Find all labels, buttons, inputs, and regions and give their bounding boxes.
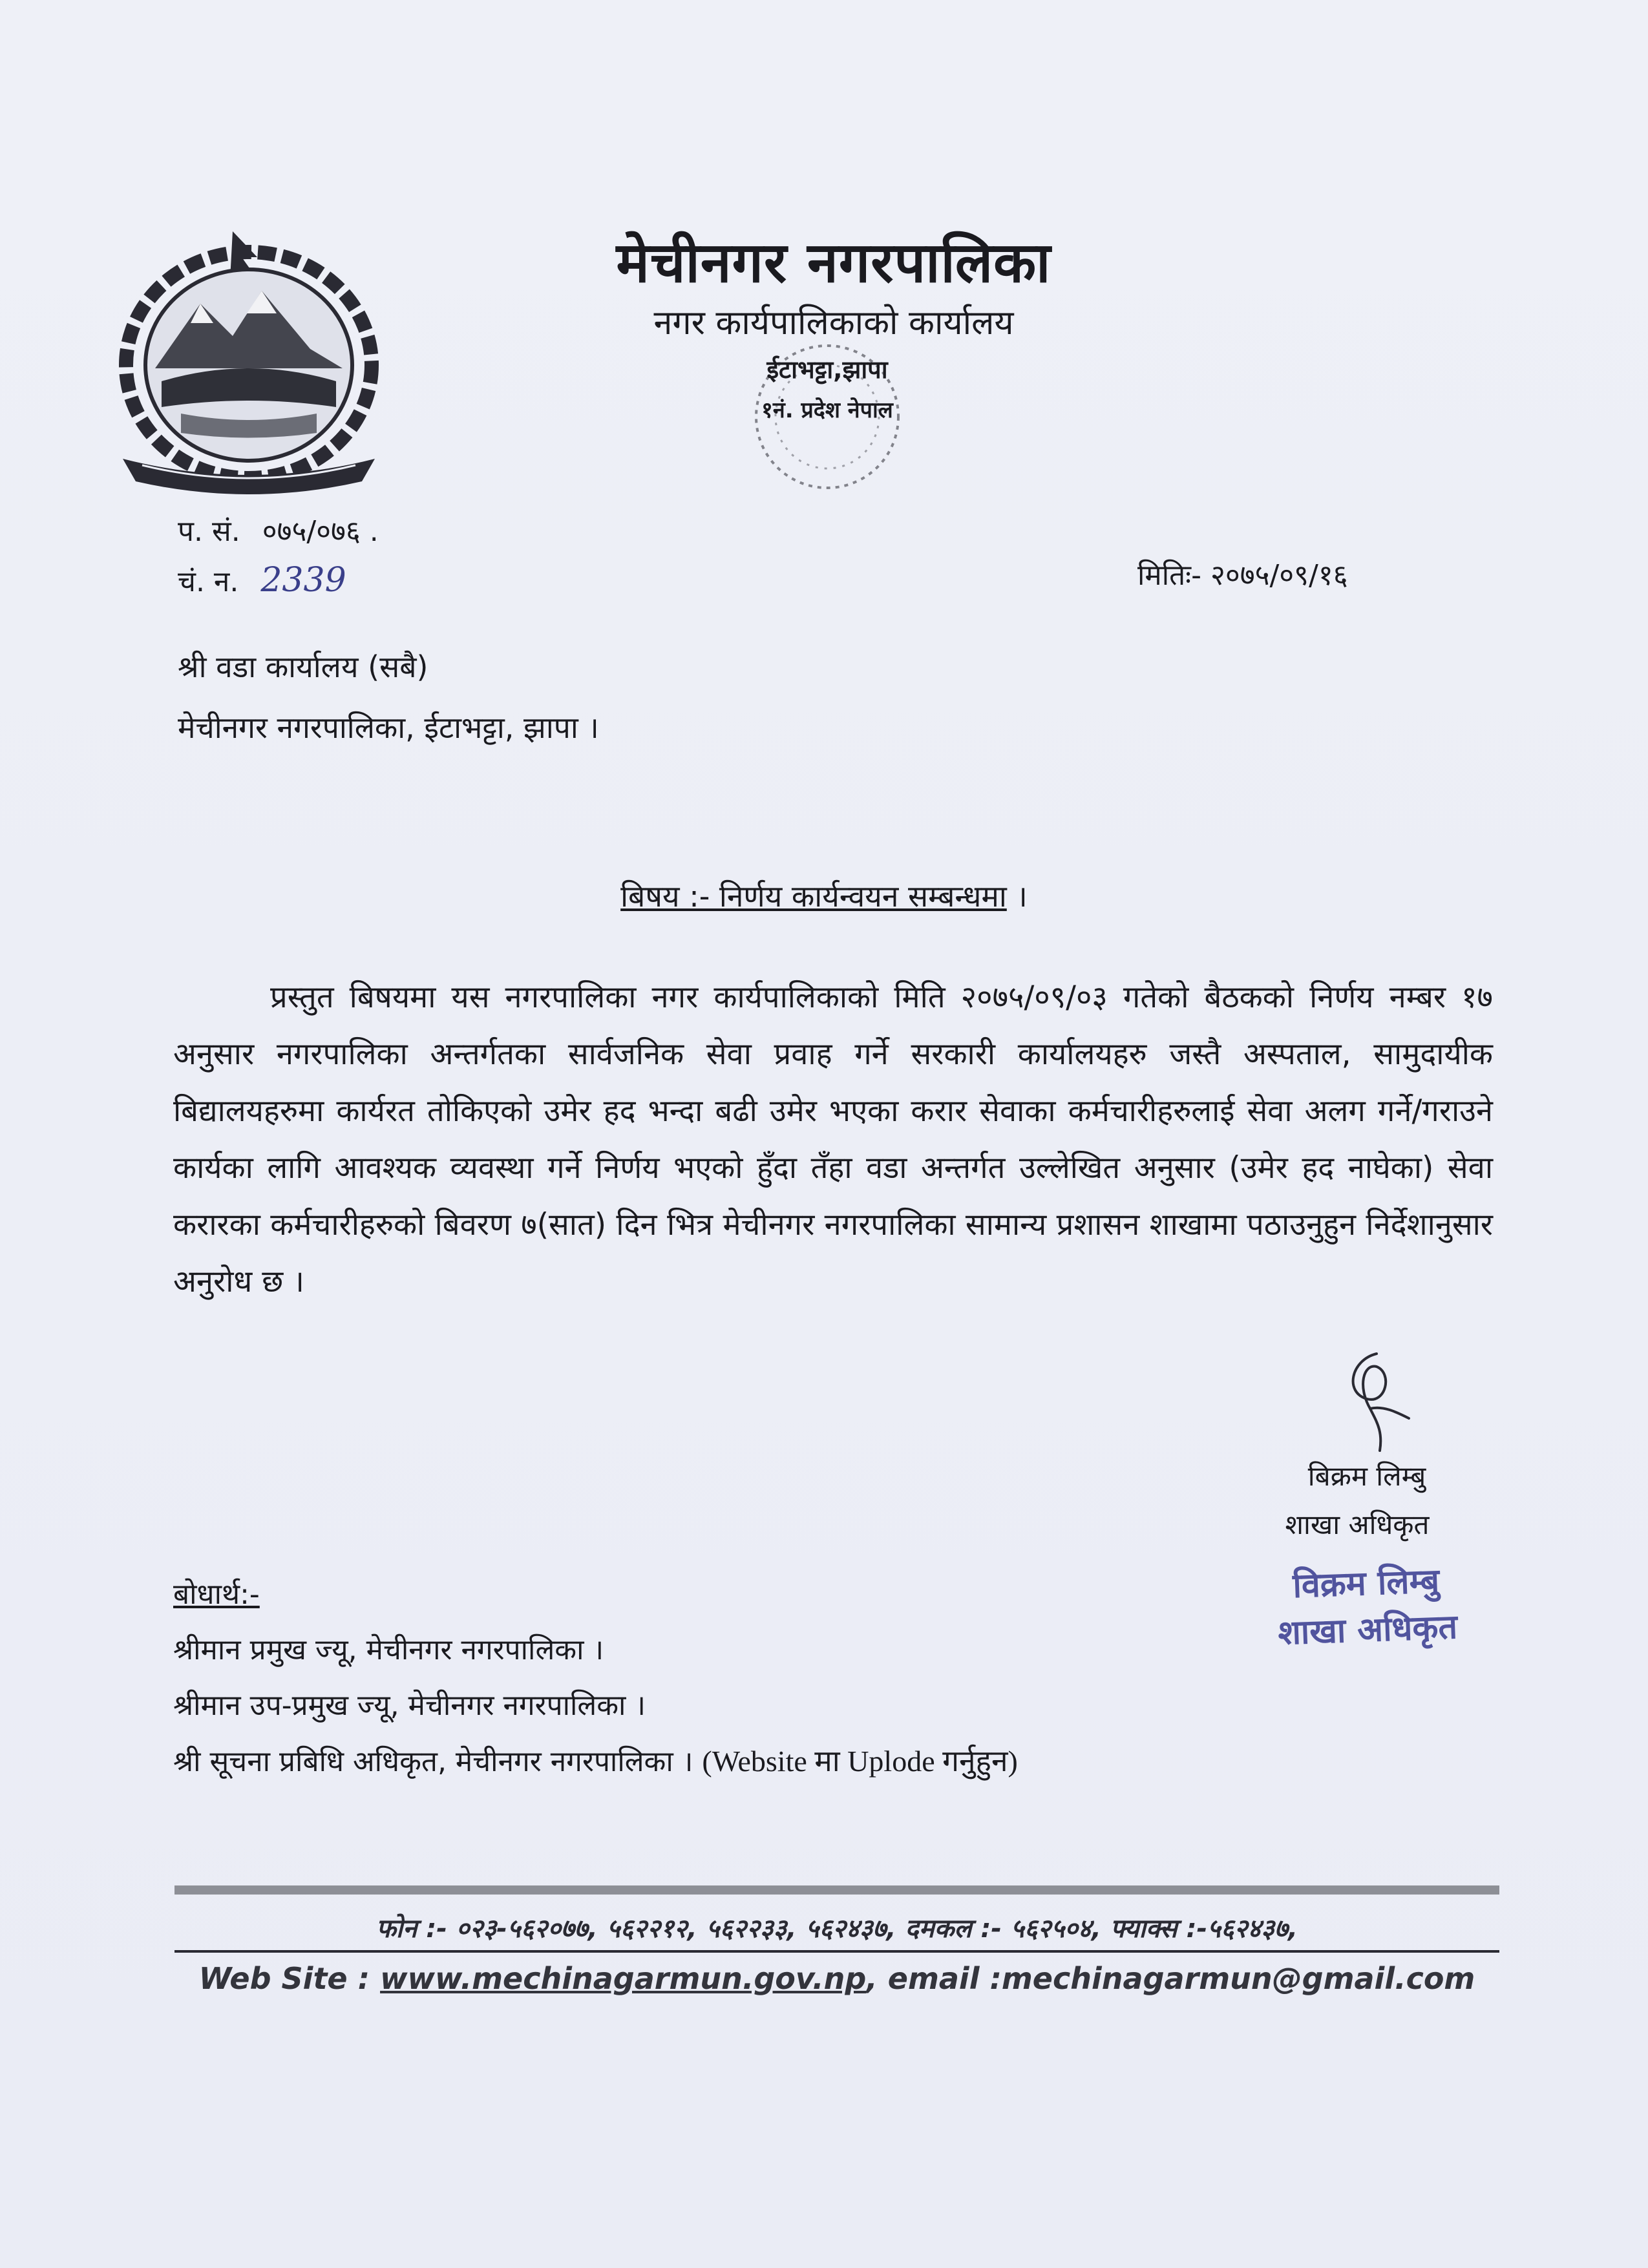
subject-suffix: । [1006,879,1028,914]
signatory-name: बिक्रम लिम्बु [1307,1460,1426,1492]
footer-web-email [174,1961,1499,1996]
ps-value: ०७५/०७६ . [262,515,379,548]
stamp-title: शाखा अधिकृत [1277,1608,1459,1653]
handwritten-signature [1331,1347,1422,1457]
signatory-stamp [1240,1556,1495,1658]
organization-title: मेचीनगर नगरपालिका [616,231,1051,295]
recipient-line-1: श्री वडा कार्यालय (सबै) [178,649,428,684]
organization-subtitle: नगर कार्यपालिकाको कार्यालय [653,304,1014,342]
website-link[interactable]: www.mechinagarmun.gov.np [380,1961,867,1996]
cc-item [173,1734,1018,1790]
cc-block [173,1567,1018,1790]
cn-value: 2339 [260,561,346,600]
cc-heading: बोधार्थ:- [173,1578,260,1611]
reference-ps [178,510,379,549]
stamp-name: विक्रम लिम्बु [1292,1562,1441,1606]
cc-item: श्रीमान उप-प्रमुख ज्यू, मेचीनगर नगरपालिका । [173,1689,646,1722]
date-value: २०७५/०९/१६ [1210,559,1348,592]
cc-item-note: (Website मा Uplode गर्नुहुन) [702,1745,1018,1778]
recipient-block [178,636,599,758]
organization-address: ईटाभट्टा,झापा [766,355,888,384]
email-text: , email :mechinagarmun@gmail.com [866,1961,1475,1996]
reference-cn [178,561,346,600]
cc-item-text: श्री सूचना प्रबिधि अधिकृत, मेचीनगर नगरपालिका । [173,1745,693,1778]
signatory-title: शाखा अधिकृत [1285,1509,1430,1540]
footer-divider-thin [174,1950,1499,1953]
nepal-emblem-icon [103,220,394,504]
cc-item: श्रीमान प्रमुख ज्यू, मेचीनगर नगरपालिका । [173,1633,604,1666]
letter-body: प्रस्तुत बिषयमा यस नगरपालिका नगर कार्यपालिकाको मिति २०७५/०९/०३ गतेको बैठकको निर्णय नम्बर १७ अनुसार नगरपालिका अन्तर्गतका सार्वजनिक सेवा प्रवाह गर्ने सरकारी कार्यालयहरु जस्तै अस्पताल, सामुदायीक बिद्यालयहरुमा कार्यरत तोकिएको उमेर हद भन्दा बढी उमेर भएका करार सेवाका कर्मचारीहरुलाई सेवा अलग गर्ने/गराउने कार्यका लागि आवश्यक व्यवस्था गर्ने निर्णय भएको हुँदा तँहा वडा अन्तर्गत उल्लेखित अनुसार (उमेर हद नाघेका) सेवा करारका कर्मचारीहरुको बिवरण ७(सात) दिन भित्र मेचीनगर नगरपालिका सामान्य प्रशासन शाखामा पठाउनुहुन निर्देशानुसार अनुरोध छ । [173,980,1493,1299]
subject-line [0,876,1648,916]
letter-date [1137,554,1348,593]
date-label: मितिः- [1137,559,1201,592]
ps-label: प. सं. [178,515,240,548]
cn-label: चं. न. [178,565,239,598]
organization-province: १नं. प्रदेश नेपाल [761,397,893,423]
footer-divider-thick [174,1885,1499,1895]
footer-phone-numbers: फोन :- ०२३-५६२०७७, ५६२२१२, ५६२२३३, ५६२४३७, दमकल :- ५६२५०४, फ्याक्स :-५६२४३७, [375,1914,1298,1944]
web-label: Web Site : [198,1961,381,1996]
subject-text: बिषय :- निर्णय कार्यन्वयन सम्बन्धमा [620,879,1007,914]
recipient-line-2: मेचीनगर नगरपालिका, ईटाभट्टा, झापा । [178,710,599,745]
